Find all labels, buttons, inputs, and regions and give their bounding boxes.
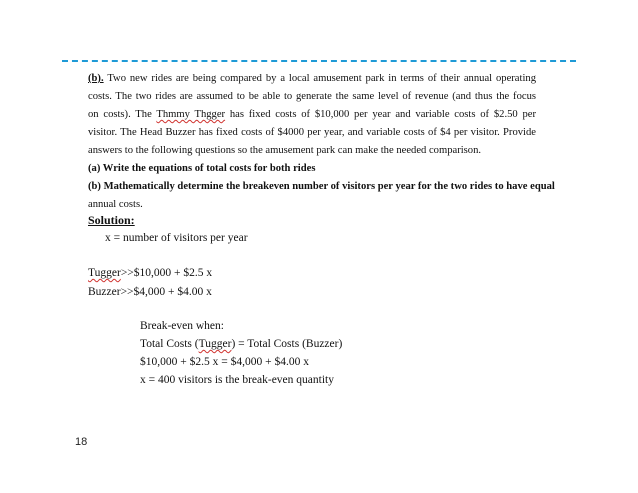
question-b: (b) Mathematically determine the breakeven number of visitors per year for the two rides to have equal (88, 181, 555, 192)
problem-line-2: costs. The two rides are assumed to be able to generate the same level of revenue (and thus the focus (88, 91, 536, 102)
breakeven-heading: Break-even when: (140, 320, 224, 332)
tugger-cost-equation: Tugger>>$10,000 + $2.5 x (88, 267, 213, 279)
misspelled-ride-name: Thmmy Thgger (156, 109, 226, 120)
problem-statement (88, 70, 555, 214)
problem-label: (b). (88, 73, 104, 84)
variable-definition: x = number of visitors per year (105, 232, 248, 244)
condition-tugger-name: Tugger (198, 338, 232, 350)
breakeven-condition: Total Costs (Tugger) = Total Costs (Buzzer) (140, 338, 343, 350)
tugger-name: Tugger (88, 267, 121, 279)
breakeven-equality: $10,000 + $2.5 x = $4,000 + $4.00 x (140, 356, 309, 368)
question-a: (a) Write the equations of total costs for both rides (88, 163, 316, 174)
problem-line-4: visitor. The Head Buzzer has fixed costs of $4000 per year, and variable costs of $4 per visitor. Provide (88, 127, 536, 138)
question-b-continued: annual costs. (88, 199, 143, 210)
problem-line-5: answers to the following questions so the amusement park can make the needed comparison. (88, 145, 482, 156)
buzzer-cost-equation: Buzzer>>$4,000 + $4.00 x (88, 286, 212, 298)
page-number: 18 (75, 436, 88, 448)
dashed-divider (62, 60, 576, 62)
breakeven-result: x = 400 visitors is the break-even quantity (140, 374, 334, 386)
problem-line-3: on costs). The Thmmy Thgger has fixed costs of $10,000 per year and variable costs of $2.50 per (88, 109, 536, 120)
solution-heading: Solution: (88, 213, 135, 227)
problem-line-1: (b). Two new rides are being compared by a local amusement park in terms of their annual operating (88, 73, 536, 84)
